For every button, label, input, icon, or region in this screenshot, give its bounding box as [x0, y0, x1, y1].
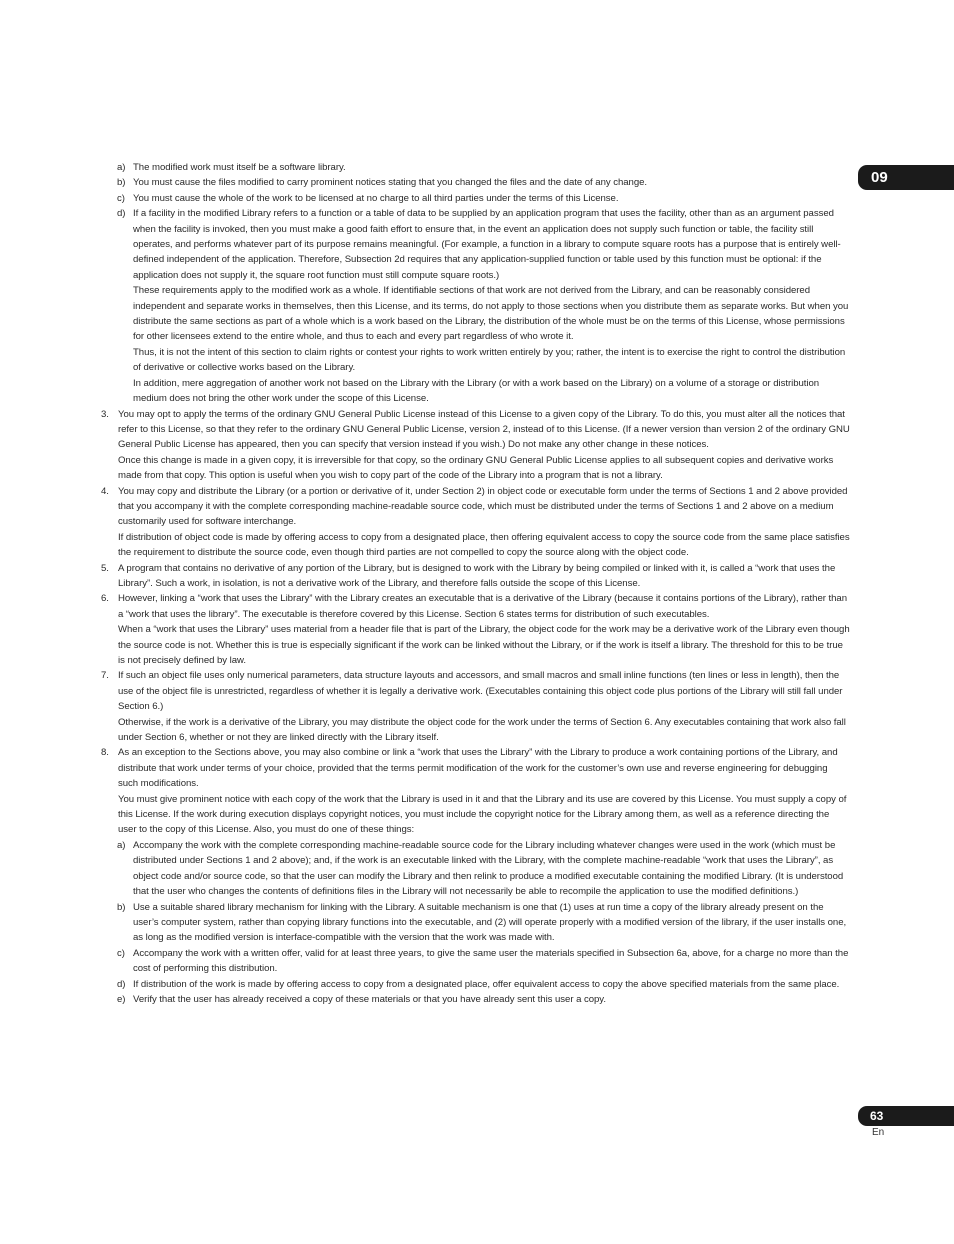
chapter-tab — [858, 165, 954, 190]
paragraph — [100, 792, 850, 838]
item-text: You may opt to apply the terms of the ordinary GNU General Public License instead of this License to a given copy of the Library. To do this, you must alter all the notices that refer to this License, so that they refer to the ordinary GNU General Public License, version 2, instead of to this License. (If a newer version than version 2 of the ordinary GNU General Public License has appeared, then you can specify that version instead if you wish.) Do not make any other change in these notices. — [118, 408, 850, 451]
paragraph — [100, 376, 850, 407]
list-item — [100, 900, 850, 946]
item-text: Verify that the user has already received a copy of these materials or that you have already sent this user a copy. — [133, 993, 606, 1005]
item-text: Thus, it is not the intent of this section to claim rights or contest your rights to work written entirely by you; rather, the intent is to exercise the right to control the distribution of derivative or collective works based on the Library. — [133, 346, 846, 374]
list-marker: 7. — [101, 670, 109, 682]
list-item — [100, 668, 850, 714]
paragraph — [100, 453, 850, 484]
list-marker: c) — [117, 947, 125, 959]
item-text: If a facility in the modified Library refers to a function or a table of data to be supplied by an application program that uses the facility, other than as an argument passed when the facility is invoked, then you must make a good faith effort to ensure that, in the event an application does not supply such function or table, the facility still operates, and performs whatever part of its purpose remains meaningful. (For example, a function in a library to compute square roots has a purpose that is entirely well-defined independent of the application. Therefore, Subsection 2d requires that any application-supplied function or table used by this function must be optional: if the application does not supply it, the square root function must still compute square roots.) — [133, 208, 841, 281]
list-marker: d) — [117, 208, 126, 220]
list-item — [100, 977, 850, 992]
chapter-number: 09 — [871, 169, 888, 186]
item-text: Accompany the work with a written offer, valid for at least three years, to give the same user the materials specified in Subsection 6a, above, for a charge no more than the cost of performing this distribution. — [133, 947, 849, 975]
item-text: You must give prominent notice with each copy of the work that the Library is used in it and that the Library and its use are covered by this License. You must supply a copy of this License. If the work during execution displays copyright notices, you must include the copyright notice for the Library among them, as well as a reference directing the user to the copy of this License. Also, you must do one of these things: — [118, 793, 847, 836]
list-marker: d) — [117, 978, 126, 990]
item-text: If distribution of the work is made by offering access to copy from a designated place, offer equivalent access to copy the above specified materials from the same place. — [133, 978, 840, 990]
item-text: You may copy and distribute the Library (or a portion or derivative of it, under Section 2) in object code or executable form under the terms of Sections 1 and 2 above provided that you accompany it with the complete corresponding machine-readable source code, which must be distributed under the terms of Sections 1 and 2 above on a medium customarily used for software interchange. — [118, 485, 848, 528]
item-text: You must cause the files modified to carry prominent notices stating that you changed the files and the date of any change. — [133, 177, 648, 189]
item-text: When a “work that uses the Library” uses material from a header file that is part of the Library, the object code for the work may be a derivative work of the Library even though the source code is not. Whether this is true is especially significant if the work can be linked without the Library, or if the work is itself a library. The threshold for this to be true is not precisely defined by law. — [118, 624, 850, 666]
language-label: En — [872, 1127, 885, 1138]
list-marker: e) — [117, 993, 126, 1005]
paragraph — [100, 715, 850, 746]
list-marker: 8. — [101, 747, 109, 759]
list-marker: a) — [117, 839, 126, 851]
list-item — [100, 992, 850, 1007]
item-text: Use a suitable shared library mechanism for linking with the Library. A suitable mechanism is one that (1) uses at run time a copy of the library already present on the user’s computer system, rather than copying library functions into the executable, and (2) will operate properly with a modified version of the library, if the user installs one, as long as the modified version is interface-compatible with the version that the work was made with. — [133, 901, 847, 944]
list-item — [100, 175, 850, 190]
list-marker: 4. — [101, 485, 109, 497]
item-text: If such an object file uses only numerical parameters, data structure layouts and accessors, and small macros and small inline functions (ten lines or less in length), then the use of the object file is unrestricted, regardless of whether it is legally a derivative work. (Executables containing this object code plus portions of the Library will still fall under Section 6.) — [118, 670, 843, 713]
list-item — [100, 191, 850, 206]
item-text: Once this change is made in a given copy, it is irreversible for that copy, so the ordinary GNU General Public License applies to all subsequent copies and derivative works made from that copy. This option is useful when you wish to copy part of the code of the Library into a program that is not a library. — [118, 454, 834, 482]
list-marker: 5. — [101, 562, 109, 574]
item-text: These requirements apply to the modified work as a whole. If identifiable sections of that work are not derived from the Library, and can be reasonably considered independent and separate works in themselves, then this License, and its terms, do not apply to those sections when you distribute them as separate works. But when you distribute the same sections as part of a whole which is a work based on the Library, the distribution of the whole must be on the terms of this License, whose permissions for other licensees extend to the entire whole, and thus to each and every part regardless of who wrote it. — [133, 285, 849, 343]
list-item — [100, 946, 850, 977]
license-text — [100, 160, 850, 1007]
list-marker: b) — [117, 901, 126, 913]
list-marker: c) — [117, 192, 125, 204]
list-item — [100, 838, 850, 900]
page-number-tab — [858, 1106, 954, 1126]
item-text: A program that contains no derivative of any portion of the Library, but is designed to work with the Library by being compiled or linked with it, is called a “work that uses the Library”. Such a work, in isolation, is not a derivative work of the Library, and therefore falls outside the scope of this License. — [118, 562, 836, 589]
item-text: Accompany the work with the complete corresponding machine-readable source code for the Library including whatever changes were used in the work (which must be distributed under Sections 1 and 2 above); and, if the work is an executable linked with the Library, with the complete machine-readable “work that uses the Library”, as object code and/or source code, so that the user can modify the Library and then relink to produce a modified executable containing the modified Library. (It is understood that the user who changes the contents of definitions files in the Library will not necessarily be able to recompile the application to use the modified definitions.) — [133, 839, 844, 898]
item-text: In addition, mere aggregation of another work not based on the Library with the Library (or with a work based on the Library) on a volume of a storage or distribution medium does not bring the other work under the scope of this License. — [133, 377, 820, 405]
list-marker: 6. — [101, 593, 109, 605]
list-item — [100, 591, 850, 622]
item-text: If distribution of object code is made by offering access to copy from a designated place, then offering equivalent access to copy the source code from the same place satisfies the requirement to distribute the source code, even though third parties are not compelled to copy the source along with the object code. — [118, 531, 850, 559]
item-text: However, linking a “work that uses the Library” with the Library creates an executable that is a derivative of the Library (because it contains portions of the Library), rather than a “work that uses the library”. The executable is therefore covered by this License. Section 6 states terms for distribution of such executables. — [118, 593, 847, 620]
item-text: You must cause the whole of the work to be licensed at no charge to all third parties under the terms of this License. — [133, 192, 619, 204]
paragraph — [100, 530, 850, 561]
item-text: The modified work must itself be a software library. — [133, 162, 346, 173]
item-text: As an exception to the Sections above, you may also combine or link a “work that uses the Library” with the Library to produce a work containing portions of the Library, and distribute that work under terms of your choice, provided that the terms permit modification of the work for the customer’s own use and reverse engineering for debugging such modifications. — [118, 747, 838, 790]
list-item — [100, 407, 850, 453]
list-item — [100, 160, 850, 175]
list-item — [100, 561, 850, 592]
list-marker: b) — [117, 177, 126, 189]
list-marker: a) — [117, 162, 126, 173]
list-item — [100, 745, 850, 791]
list-item — [100, 484, 850, 530]
paragraph — [100, 345, 850, 376]
page-number: 63 — [870, 1109, 884, 1123]
paragraph — [100, 622, 850, 668]
paragraph — [100, 283, 850, 345]
list-item — [100, 206, 850, 283]
list-marker: 3. — [101, 408, 109, 420]
item-text: Otherwise, if the work is a derivative of the Library, you may distribute the object code for the work under the terms of Section 6. Any executables containing that work also fall under Section 6, whether or not they are linked directly with the Library itself. — [118, 716, 846, 744]
